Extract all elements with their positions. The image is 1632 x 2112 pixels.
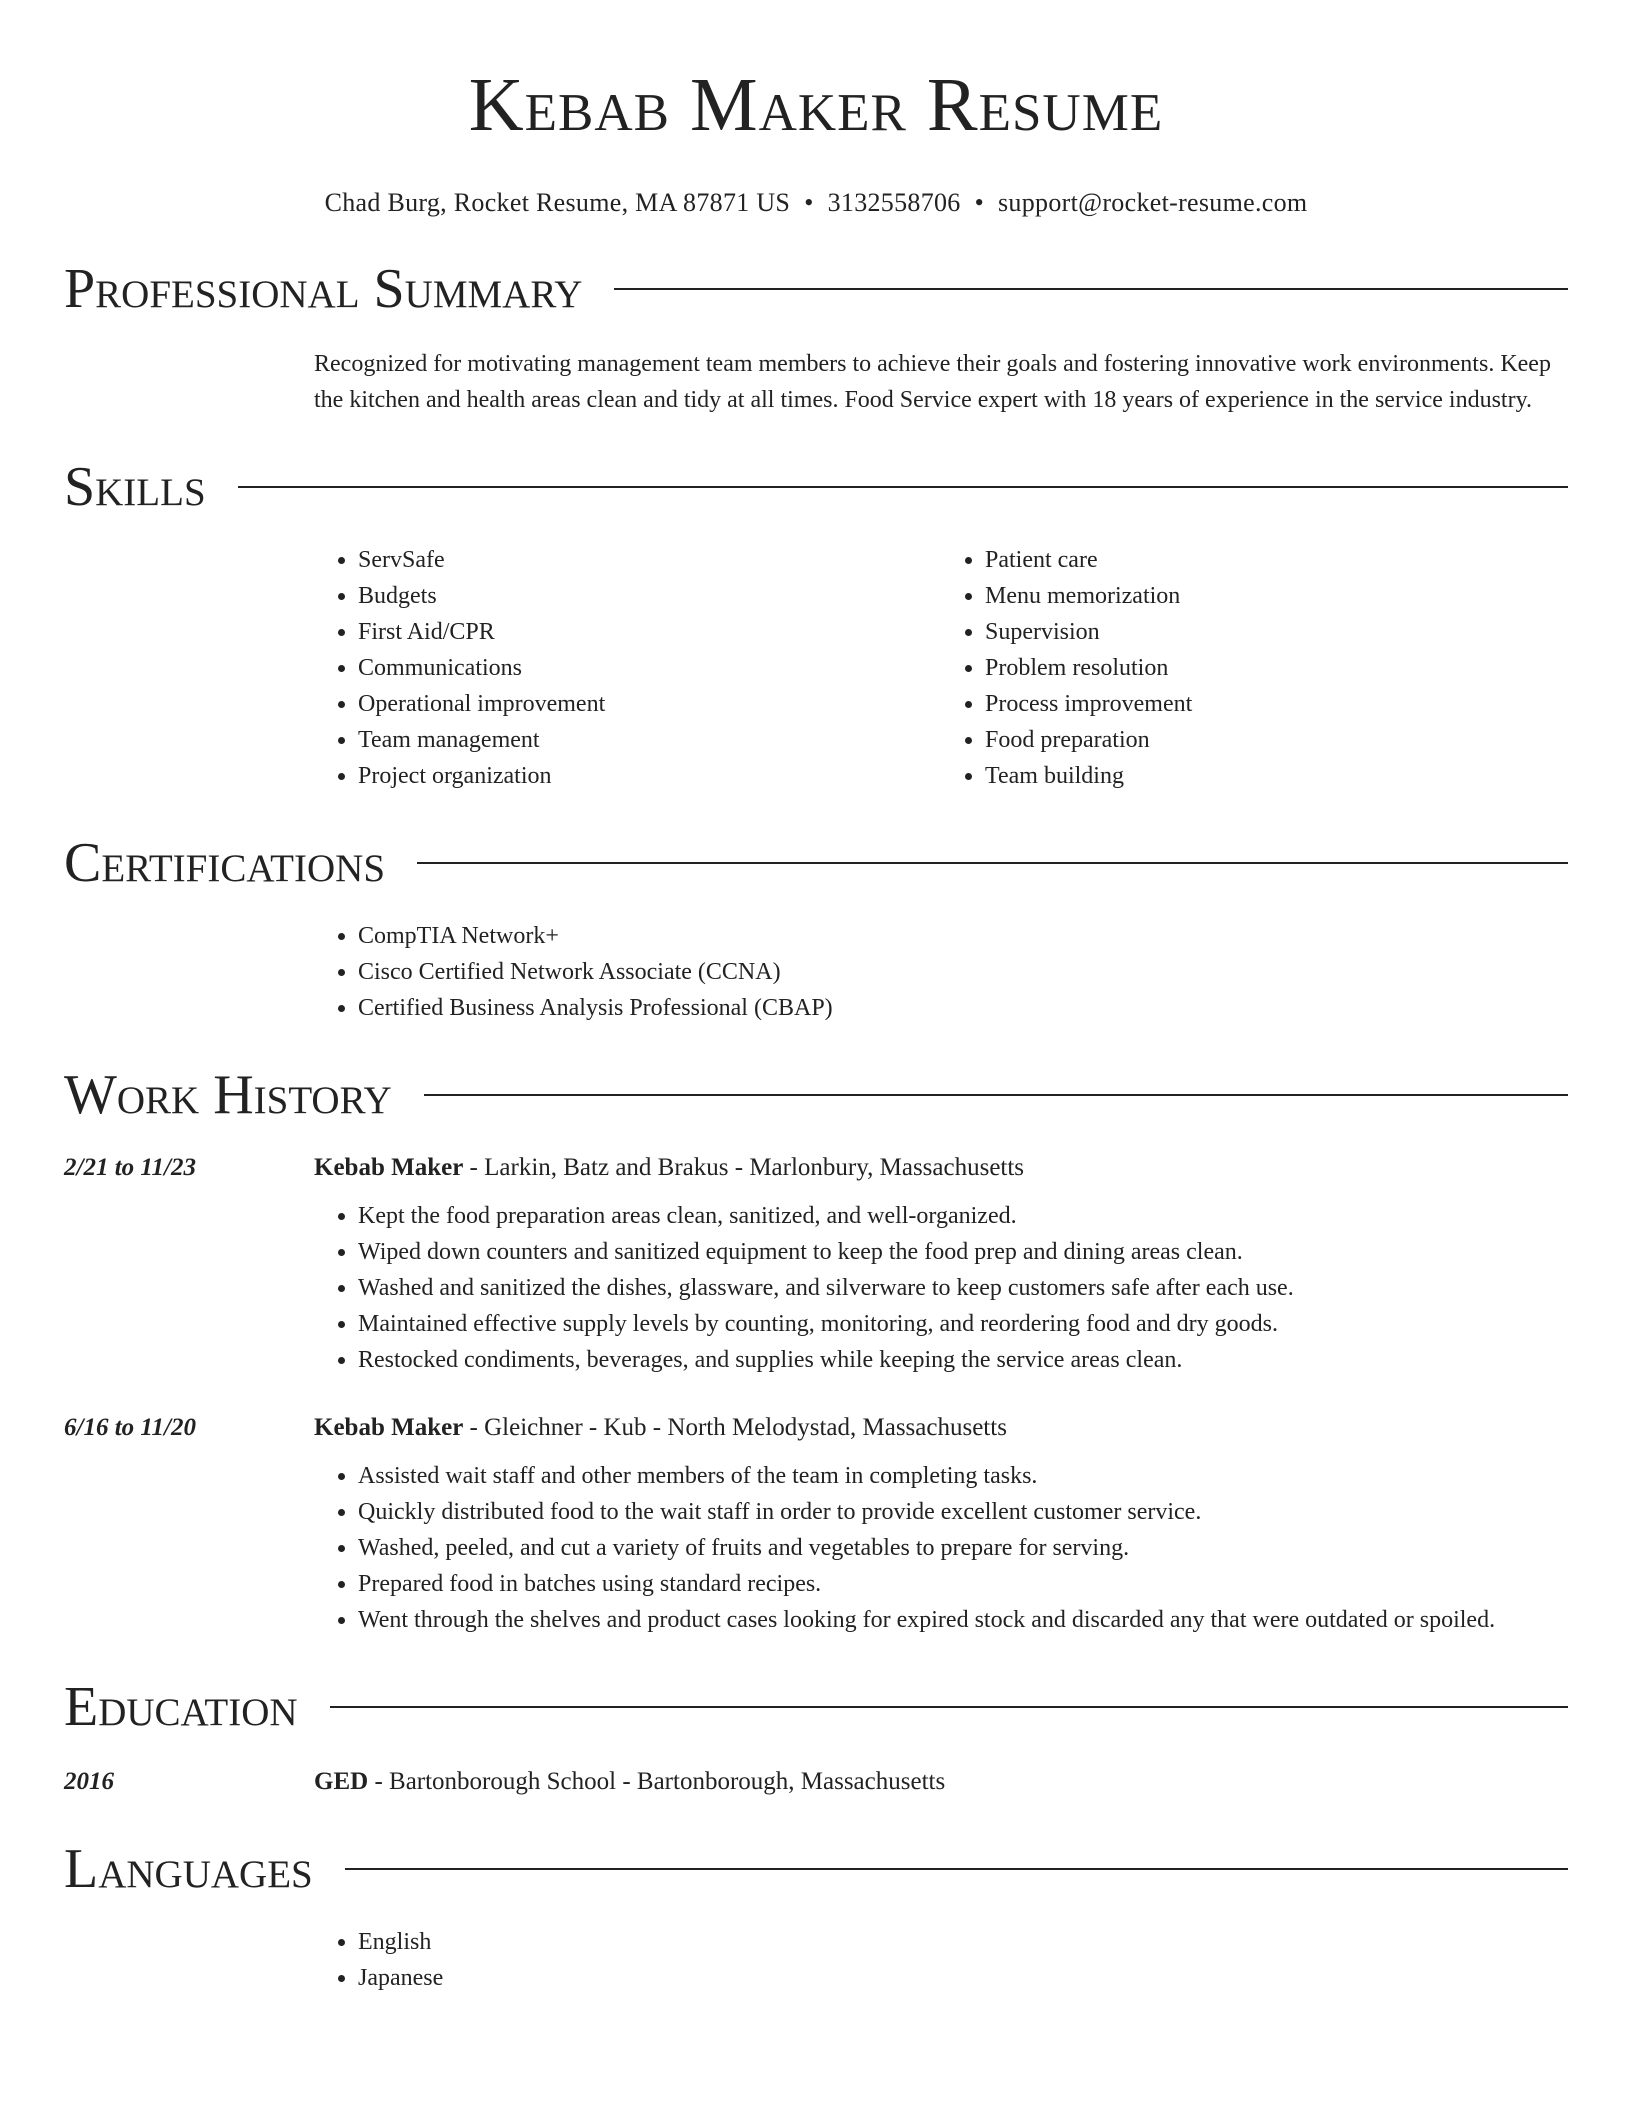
job-bullet: • Washed and sanitized the dishes, glassware, and silverware to keep customers safe after each use. [358, 1270, 1568, 1306]
job-title-line [314, 1150, 1024, 1186]
skill-item: • Team management [358, 722, 941, 758]
job-role: Kebab Maker [314, 1154, 464, 1181]
education-degree: GED [314, 1768, 369, 1795]
job-employer: - Gleichner - Kub - North Melodystad, Massachusetts [463, 1414, 1007, 1441]
job-bullet: • Kept the food preparation areas clean, sanitized, and well-organized. [358, 1198, 1568, 1234]
education-school: - Bartonborough School - Bartonborough, Massachusetts [368, 1768, 946, 1795]
skill-item: • Patient care [985, 542, 1568, 578]
contact-line [64, 186, 1568, 220]
job-bullets [314, 1198, 1568, 1378]
section-divider [345, 1868, 1568, 1870]
section-title: Skills [64, 456, 206, 518]
skill-item: • Process improvement [985, 686, 1568, 722]
job-bullets [314, 1458, 1568, 1638]
contact-address: Chad Burg, Rocket Resume, MA 87871 US [324, 188, 791, 217]
section-header-languages [64, 1834, 1568, 1904]
section-header-education [64, 1672, 1568, 1742]
resume-title: Kebab Maker Resume [468, 63, 1164, 147]
certification-item: • Certified Business Analysis Professional (CBAP) [358, 990, 1568, 1026]
job-employer: - Larkin, Batz and Brakus - Marlonbury, Massachusetts [463, 1154, 1025, 1181]
skills-columns [314, 542, 1568, 794]
language-item: • English [358, 1924, 1568, 1960]
section-title: Professional Summary [64, 258, 583, 320]
summary-text: Recognized for motivating management team members to achieve their goals and fostering innovative work environments. Keep the kitchen and health areas clean and tidy at all times. Food Service expert with 18 years of experience in the service industry. [314, 351, 1551, 413]
job-bullet: • Assisted wait staff and other members of the team in completing tasks. [358, 1458, 1568, 1494]
contact-phone: 3132558706 [827, 188, 961, 217]
skill-item: • Team building [985, 758, 1568, 794]
skills-list-right [941, 542, 1568, 794]
job-bullet: • Maintained effective supply levels by counting, monitoring, and reordering food and dry goods. [358, 1306, 1568, 1342]
job-entry [64, 1410, 1568, 1638]
contact-separator: • [804, 188, 814, 217]
job-bullet: • Prepared food in batches using standard recipes. [358, 1566, 1568, 1602]
skill-item: • Supervision [985, 614, 1568, 650]
skill-item: • Problem resolution [985, 650, 1568, 686]
education-entry [64, 1764, 1568, 1800]
section-title: Work History [64, 1064, 392, 1126]
section-divider [330, 1706, 1568, 1708]
skill-item: • Communications [358, 650, 941, 686]
certifications-block [314, 918, 1568, 1026]
skill-item: • Project organization [358, 758, 941, 794]
skill-item: • Menu memorization [985, 578, 1568, 614]
job-bullet: • Restocked condiments, beverages, and supplies while keeping the service areas clean. [358, 1342, 1568, 1378]
section-header-certifications [64, 828, 1568, 898]
contact-email: support@rocket-resume.com [998, 188, 1308, 217]
section-divider [417, 862, 1568, 864]
education-year: 2016 [64, 1768, 114, 1795]
education-line [314, 1764, 945, 1800]
section-header-work-history [64, 1060, 1568, 1130]
skill-item: • Budgets [358, 578, 941, 614]
skill-item: • ServSafe [358, 542, 941, 578]
job-bullet: • Went through the shelves and product cases looking for expired stock and discarded any that were outdated or spoiled. [358, 1602, 1568, 1638]
certification-item: • CompTIA Network+ [358, 918, 1568, 954]
section-title: Education [64, 1676, 298, 1738]
skill-item: • Food preparation [985, 722, 1568, 758]
certification-item: • Cisco Certified Network Associate (CCNA) [358, 954, 1568, 990]
job-header [64, 1150, 1568, 1186]
job-bullet: • Washed, peeled, and cut a variety of fruits and vegetables to prepare for serving. [358, 1530, 1568, 1566]
section-header-summary [64, 254, 1568, 324]
section-divider [424, 1094, 1568, 1096]
contact-separator: • [974, 188, 984, 217]
job-bullet: • Wiped down counters and sanitized equipment to keep the food prep and dining areas clean. [358, 1234, 1568, 1270]
skills-list-left [314, 542, 941, 794]
job-title-line [314, 1410, 1007, 1446]
section-title: Certifications [64, 832, 386, 894]
language-item: • Japanese [358, 1960, 1568, 1996]
job-entry [64, 1150, 1568, 1378]
job-dates: 6/16 to 11/20 [64, 1414, 196, 1441]
section-title: Languages [64, 1838, 313, 1900]
skill-item: • First Aid/CPR [358, 614, 941, 650]
languages-list [314, 1924, 1568, 1996]
section-divider [614, 288, 1568, 290]
job-role: Kebab Maker [314, 1414, 464, 1441]
skill-item: • Operational improvement [358, 686, 941, 722]
section-divider [238, 486, 1568, 488]
job-bullet: • Quickly distributed food to the wait staff in order to provide excellent customer service. [358, 1494, 1568, 1530]
certifications-list [314, 918, 1568, 1026]
languages-block [314, 1924, 1568, 1996]
section-header-skills [64, 452, 1568, 522]
job-dates: 2/21 to 11/23 [64, 1154, 196, 1181]
job-header [64, 1410, 1568, 1446]
